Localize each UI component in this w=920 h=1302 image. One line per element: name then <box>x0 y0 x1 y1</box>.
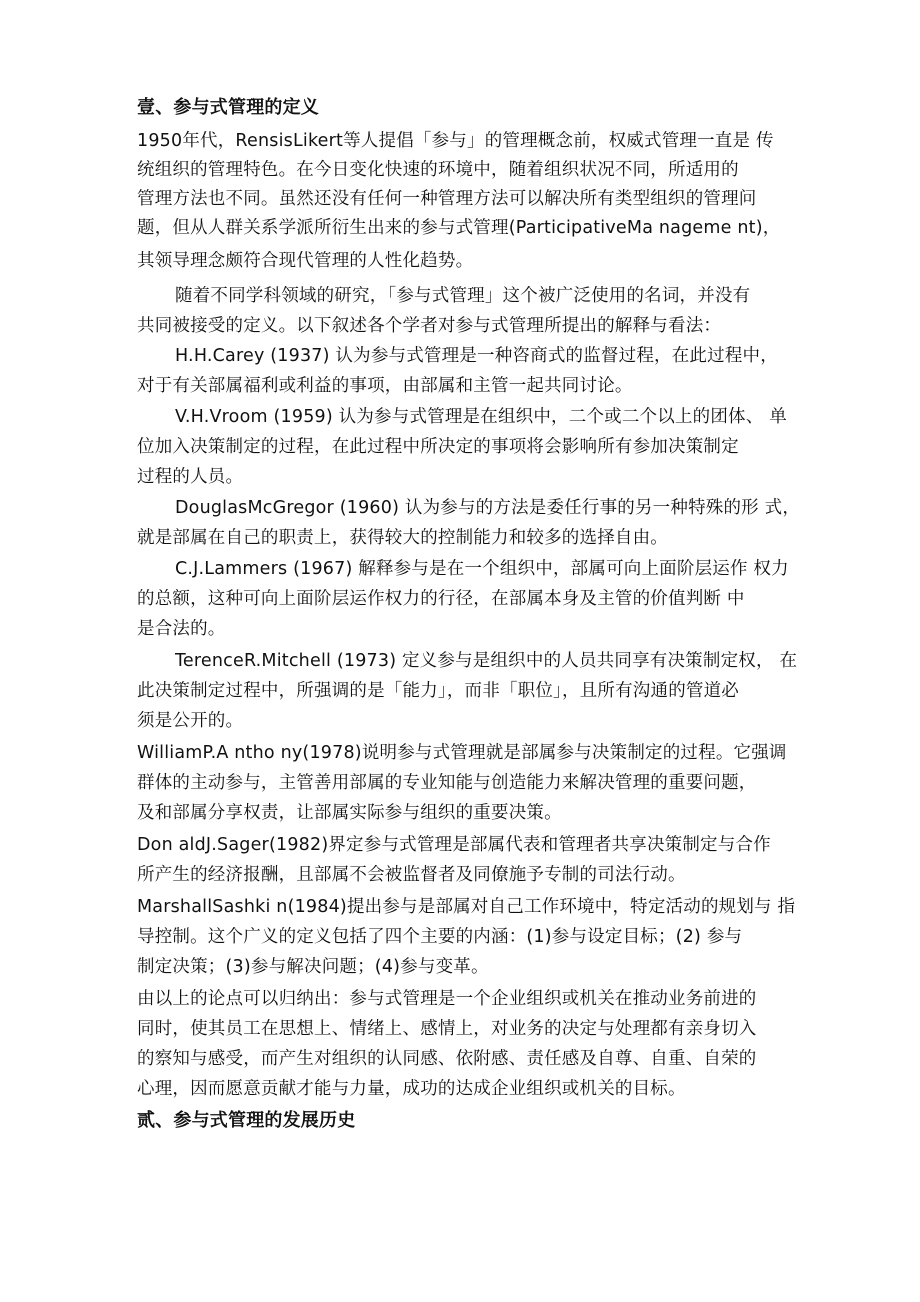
paragraph-anthony-line: 群体的主动参与，主管善用部属的专业知能与创造能力来解决管理的重要问题， <box>137 773 757 793</box>
paragraph-intro-line: 管理方法也不同。虽然还没有任何一种管理方法可以解决所有类型组织的管理问 <box>137 189 757 209</box>
paragraph-sashkin-line: 制定决策；(3)参与解决问题；(4)参与变革。 <box>137 957 489 977</box>
paragraph-vroom-line: 过程的人员。 <box>137 467 244 487</box>
paragraph-sashkin-line: MarshallSashki n(1984)提出参与是部属对自己工作环境中，特定活动的规划与 指 <box>137 897 796 917</box>
section-heading-history: 贰、参与式管理的发展历史 <box>137 1110 356 1131</box>
paragraph-conclusion-line: 心理，因而愿意贡献才能与力量，成功的达成企业组织或机关的目标。 <box>137 1079 686 1099</box>
paragraph-vroom-line: 位加入决策制定的过程，在此过程中所决定的事项将会影响所有参加决策制定 <box>137 437 739 457</box>
paragraph-lammers-line: C.J.Lammers (1967) 解释参与是在一个组织中，部属可向上面阶层运作 权力 <box>175 559 789 579</box>
paragraph-anthony-line: WilliamP.A ntho ny(1978)说明参与式管理就是部属参与决策制定的过程。它强调 <box>137 743 787 763</box>
paragraph-mcgregor-line: 就是部属在自己的职责上，获得较大的控制能力和较多的选择自由。 <box>137 528 668 548</box>
paragraph-overview-line: 随着不同学科领域的研究，「参与式管理」这个被广泛使用的名词，并没有 <box>175 286 751 306</box>
paragraph-intro-line: 其领导理念颇符合现代管理的人性化趋势。 <box>137 251 474 271</box>
paragraph-overview-line: 共同被接受的定义。以下叙述各个学者对参与式管理所提出的解释与看法： <box>137 316 722 336</box>
paragraph-carey-line: 对于有关部属福利或利益的事项，由部属和主管一起共同讨论。 <box>137 376 633 396</box>
paragraph-mcgregor-line: DouglasMcGregor (1960) 认为参与的方法是委任行事的另一种特殊的形 式， <box>175 498 801 518</box>
paragraph-anthony-line: 及和部属分享权责，让部属实际参与组织的重要决策。 <box>137 803 562 823</box>
paragraph-mitchell-line: TerenceR.Mitchell (1973) 定义参与是组织中的人员共同享有决策制定权， 在 <box>175 651 798 671</box>
paragraph-vroom-line: V.H.Vroom (1959) 认为参与式管理是在组织中，二个或二个以上的团体、 单 <box>175 407 787 427</box>
paragraph-intro-line: 题，但从人群关系学派所衍生出来的参与式管理(ParticipativeMa nageme nt)， <box>137 218 781 238</box>
paragraph-sager-line: 所产生的经济报酬，且部属不会被监督者及同僚施予专制的司法行动。 <box>137 865 686 885</box>
paragraph-intro-line: 统组织的管理特色。在今日变化快速的环境中，随着组织状况不同，所适用的 <box>137 160 739 180</box>
section-heading-definition: 壹、参与式管理的定义 <box>137 97 319 118</box>
paragraph-mitchell-line: 此决策制定过程中，所强调的是「能力」，而非「职位」，且所有沟通的管道必 <box>137 681 739 701</box>
paragraph-conclusion-line: 由以上的论点可以归纳出：参与式管理是一个企业组织或机关在推动业务前进的 <box>137 989 757 1009</box>
paragraph-conclusion-line: 同时，使其员工在思想上、情绪上、感情上，对业务的决定与处理都有亲身切入 <box>137 1019 757 1039</box>
paragraph-intro-line: 1950年代，RensisLikert等人提倡「参与」的管理概念前，权威式管理一直是 传 <box>137 131 774 151</box>
paragraph-conclusion-line: 的察知与感受，而产生对组织的认同感、依附感、责任感及自尊、自重、自荣的 <box>137 1049 757 1069</box>
paragraph-mitchell-line: 须是公开的。 <box>137 711 244 731</box>
paragraph-lammers-line: 是合法的。 <box>137 619 226 639</box>
paragraph-sager-line: Don aldJ.Sager(1982)界定参与式管理是部属代表和管理者共享决策制定与合作 <box>137 835 771 855</box>
paragraph-carey-line: H.H.Carey (1937) 认为参与式管理是一种咨商式的监督过程，在此过程中， <box>175 346 778 366</box>
paragraph-sashkin-line: 导控制。这个广义的定义包括了四个主要的内涵：(1)参与设定目标；(2) 参与 <box>137 927 743 947</box>
paragraph-lammers-line: 的总额，这种可向上面阶层运作权力的行径，在部属本身及主管的价值判断 中 <box>137 589 745 609</box>
